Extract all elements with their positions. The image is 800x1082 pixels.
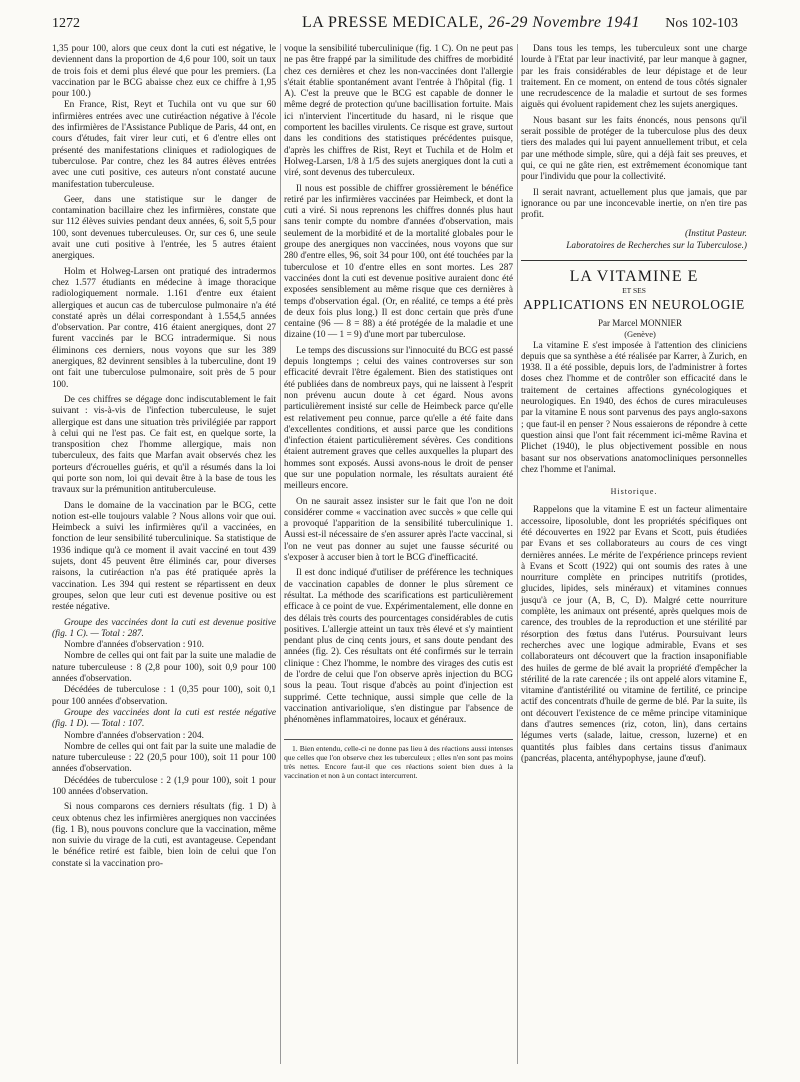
paragraph: On ne saurait assez insister sur le fait que l'on ne doit considérer comme « vaccination avec succès » que celle qui a provoqué l'apparition de la sensibilité tuberculinique 1. Aussi est-il nécessaire de s'en assurer après l'acte vaccinal, si l'on ne veut pas donner au sujet une fausse sécurité ou s'exposer à accuser bien à tort le BCG d'inefficacité. xyxy=(284,496,513,564)
column-divider xyxy=(280,44,281,1064)
issue-number: Nos 102-103 xyxy=(665,16,738,31)
author-affiliation: (Genève) xyxy=(624,329,656,340)
signature-institute: (Institut Pasteur. xyxy=(685,229,747,240)
paragraph: Dans le domaine de la vaccination par le BCG, cette notion est-elle toujours valable ? Nous allons voir que oui. Heimbeck a suivi les infirmières qu'il a vaccinées, en fonction de leur sensibilité tuberculinique. Sa statistique de 1936 indique qu'à ce moment il avait vacciné en tout 439 sujets, dont 45 peuvent être éliminés car, pour diverses raisons, la cutiréaction n'a pas été pratiquée après la vaccination. Les 394 qui restent se répartissent en deux groupes, selon que leur cuti est devenue positive ou est restée négative. xyxy=(52,500,276,613)
footnote-text: 1. Bien entendu, celle-ci ne donne pas lieu à des réactions aussi intenses que celles que l'on observe chez les tuberculeux ; elles n'en sont pas moins très nettes. Encore faut-il que ces réactions soient bien dues à la vaccination et non à un contact intercurrent. xyxy=(284,743,513,780)
paragraph: Dans tous les temps, les tuberculeux sont une charge lourde à l'Etat par leur inactivité, par leur manque à gagner, par les frais considérables de leur dépistage et de leur traitement. En ce moment, on entend de tous côtés signaler une recrudescence de la maladie et surtout de ses formes aiguës qui évoluent rapidement chez les sujets anergiques. xyxy=(521,44,747,111)
stat-line: Nombre de celles qui ont fait par la suite une maladie de nature tuberculeuse : 8 (2,8 pour 100), soit 0,9 pour 100 années d'observation. xyxy=(52,651,276,685)
article-separator xyxy=(521,260,747,261)
paragraph: Il serait navrant, actuellement plus que jamais, que par ignorance ou par une inconcevable inertie, on n'en tire pas profit. xyxy=(521,187,747,221)
paragraph: Il est donc indiqué d'utiliser de préférence les techniques de vaccination capables de donner le plus sûrement ce résultat. La méthode des scarifications est particulièrement efficace à ce point de vue. Expérimentalement, elle donne en des délais très courts des pourcentages considérables de cutis positives. L'allergie atteint un taux très élevé et s'y maintient pendant plus de cinq cents jours, et sans doute pendant des années (fig. 2). Ces résultats ont été confirmés sur le terrain clinique : Chez l'homme, le nombre des virages des cutis est de l'ordre de celui que l'on observe après injection du BCG sous la peau. Tout risque d'abcès au point d'injection est supprimé. Cette technique, aussi simple que celle de la vaccination antivariolique, s'en distingue par l'absence de phénomènes inflammatoires, locaux et généraux. xyxy=(284,568,513,726)
paragraph: De ces chiffres se dégage donc indiscutablement le fait suivant : vis-à-vis de l'infection tuberculeuse, le sujet allergique est dans une situation très privilégiée par rapport à celui qui ne l'est pas. Ce fait est, en quelque sorte, la transposition chez l'homme allergique, mais non tuberculeux, des faits que Marfan avait observés chez les porteurs d'écrouelles guéris, et qu'il a résumés dans la loi qui porte son nom, loi qui devait être à la base de tous les travaux sur la prémunition antituberculeuse. xyxy=(52,394,276,496)
group-heading: Groupe des vaccinées dont la cuti est restée négative (fig. 1 D). — Total : 107. xyxy=(52,707,276,730)
paragraph: Rappelons que la vitamine E est un facteur alimentaire accessoire, liposoluble, dont les propriétés spécifiques ont été découvertes en 1922 par Evans et Scott, puis étudiées par Evans et ses collaborateurs au cours de ces vingt dernières années. Le mérite de l'expérience princeps revient à Evans et Scott (1922) qui ont soumis des rates à une nourriture complète en principes nutritifs (protides, glucides, lipides, sels minéraux) et vitamines connues jusqu'à ce jour (A, B, C, D). Malgré cette nourriture complète, les animaux ont présenté, après quelques mois de carence, des troubles de la reproduction et une stérilité par résorption des fœtus dans l'utérus. Poursuivant leurs recherches avec une logique admirable, Evans et ses collaborateurs ont découvert que la fraction insaponifiable des huiles de germe de blé avait la propriété d'empêcher la stérilité de la rate carencée ; ils ont appelé alors vitamine E, vitamine d'antistérilité ou vitamine de fertilité, ce principe actif des concentrats d'huile de germe de blé. Par la suite, ils ont découvert l'existence de ce même principe vitaminique dans d'autres semences (riz, coton, lin), dans certains légumes verts (salade, laitue, cresson, luzerne) et en quantités plus faibles dans certains tissus d'animaux (pancréas, placenta, antéhypophyse, jaune d'œuf). xyxy=(521,505,747,764)
page-number: 1272 xyxy=(52,16,80,31)
footnote xyxy=(284,739,513,780)
page-header xyxy=(52,14,738,36)
group-heading: Groupe des vaccinées dont la cuti est devenue positive (fig. 1 C). — Total : 287. xyxy=(52,617,276,639)
column-divider xyxy=(517,44,518,1064)
stat-line: Nombre d'années d'observation : 204. xyxy=(64,730,204,741)
signature-laboratory: Laboratoires de Recherches sur la Tuberculose.) xyxy=(566,240,747,251)
stat-line: Nombre d'années d'observation : 910. xyxy=(64,640,204,651)
stat-line: Décédées de tuberculose : 2 (1,9 pour 100), soit 1 pour 100 années d'observation. xyxy=(52,775,276,797)
article-title-connector: ET SES xyxy=(622,286,646,296)
paragraph: Le temps des discussions sur l'innocuité du BCG est passé depuis longtemps ; celui des vaines controverses sur son efficacité devrait l'être également. Bien des statistiques ont été publiées dans de nombreux pays, qui ne laissent à l'esprit non prévenu aucun doute à cet égard. Nous avons particulièrement insisté sur celle de Heimbeck parce qu'elle est relativement peu connue, parce qu'elle a été faite dans d'excellentes conditions, et aussi parce que les conditions d'infection étaient particulièrement sévères. Ces conditions étaient autrement graves que celles auxquelles la plupart des hommes sont exposés. Aussi avons-nous le droit de penser que sur une population normale, les résultats auraient été meilleurs encore. xyxy=(284,345,513,492)
column-3 xyxy=(521,44,747,765)
paragraph: Si nous comparons ces derniers résultats (fig. 1 D) à ceux obtenus chez les infirmières anergiques non vaccinées (fig. 1 B), nous pouvons conclure que la vaccination, même non suivie du virage de la cuti, est avantageuse. Cependant le bénéfice retiré est faible, bien loin de celui que l'on constate si la vaccination pro- xyxy=(52,802,276,869)
article-subtitle: APPLICATIONS EN NEUROLOGIE xyxy=(523,296,745,312)
paragraph: Holm et Holweg-Larsen ont pratiqué des intradermos chez 1.577 étudiants en médecine à image thoracique radiologiquement normale. 1.161 d'entre eux étaient allergiques et aucun cas de tuberculose pulmonaire n'a été constaté après un délai correspondant à 1.554,5 années d'observation. Par contre, 416 étaient anergiques, dont 27 furent vaccinés par le BCG intradermique. Si nous éliminons ces derniers, nous voyons que sur les 389 anergiques, 82 devinrent sensibles à la tuberculine, dont 19 ont fait une tuberculose pulmonaire, soit près de 5 pour 100. xyxy=(52,266,276,390)
paragraph: Nous basant sur les faits énoncés, nous pensons qu'il serait possible de protéger de la tuberculose plus des deux tiers des malades qui lui payent annuellement tribut, et cela par une méthode simple, sûre, qui a déjà fait ses preuves, et qui, ce qui ne gâte rien, est extrêmement économique tant pour l'individu que pour la collectivité. xyxy=(521,115,747,183)
article-title: LA VITAMINE E xyxy=(569,268,699,286)
paragraph: voque la sensibilité tuberculinique (fig. 1 C). On ne peut pas ne pas être frappé par la similitude des chiffres de morbidité chez ces dernières et chez les non-vaccinées dont l'allergie s'était établie spontanément avant l'entrée à l'hôpital (fig. 1 A). C'est la preuve que le BCG est capable de donner le même degré de protection qu'une bacillisation fortuite. Mais ici n'intervient l'incertitude du hasard, ni le risque que comportent les bacilles virulents. Ce risque est grave, surtout dans les conditions des statistiques précédentes puisque, d'après les chiffres de Rist, Reyt et Tuchila et de Holm et Holweg-Larsen, 1/8 à 1/5 des sujets anergiques dont la cuti a viré, sont devenus des tuberculeux. xyxy=(284,44,513,179)
paragraph: La vitamine E s'est imposée à l'attention des cliniciens depuis que sa synthèse a été réalisée par Karrer, à Zurich, en 1938. Il a été possible, depuis lors, de l'administrer à fortes doses chez l'homme et de contrôler son efficacité dans le traitement de certaines affections gynécologiques et neurologiques. En 1940, des échos de cures miraculeuses par la vitamine E nous sont parvenus des pays anglo-saxons ; que faut-il en penser ? Nous essaierons de répondre à cette question ainsi que l'ont fait récemment ici-même Ravina et Plichet (1940), le plus objectivement possible en nous basant sur nos observations anatomocliniques personnelles chez l'homme et l'animal. xyxy=(521,340,747,475)
paragraph: Geer, dans une statistique sur le danger de contamination bacillaire chez les infirmières, constate que sur 112 élèves suivies pendant deux années, 6, soit 5,5 pour 100, sont devenues tuberculeuses. Or, sur ces 6, une seule avait une cuti positive à l'entrée, les 5 autres étaient anergiques. xyxy=(52,194,276,262)
journal-title: LA PRESSE MEDICALE, xyxy=(302,14,484,31)
column-1 xyxy=(52,44,276,870)
issue-date: 26-29 Novembre 1941 xyxy=(488,14,641,31)
stat-line: Nombre de celles qui ont fait par la suite une maladie de nature tuberculeuse : 22 (20,5 pour 100), soit 11 pour 100 années d'observation. xyxy=(52,741,276,775)
running-title xyxy=(302,14,640,32)
article-author: Par Marcel MONNIER xyxy=(598,317,682,328)
column-2 xyxy=(284,44,513,780)
stat-line: Décédées de tuberculose : 1 (0,35 pour 100), soit 0,1 pour 100 années d'observation. xyxy=(52,685,276,707)
paragraph: En France, Rist, Reyt et Tuchila ont vu que sur 60 infirmières entrées avec une cutiréaction négative à l'école des infirmières de l'Assistance Publique de Paris, 44 ont, en cours d'études, fait virer leur cuti, et 6 d'entre elles ont présenté des manifestations cliniques et radiologiques de tuberculose. Par contre, chez les 84 autres élèves entrées avec une cuti positive, ces auteurs n'ont constaté aucune manifestation tuberculeuse. xyxy=(52,100,276,190)
section-heading: Historique. xyxy=(610,487,658,497)
paragraph: Il nous est possible de chiffrer grossièrement le bénéfice retiré par les infirmières vaccinées par Heimbeck, et dont la cuti a viré. Si nous reprenons les chiffres donnés plus haut sans tenir compte du nombre d'années d'observation, mais seulement de la morbidité et de la mortalité globales pour le groupe des anergiques non vaccinées, nous voyons que sur 280 d'entre elles, 96, soit 34 pour 100, ont été touchées par la tuberculose et 10 d'entre elles en sont mortes. Les 287 vaccinées dont la cuti est devenue positive auraient donc été exposées sensiblement au même risque que ces dernières à temps d'observation égal. (Or, en réalité, ce temps a été près de deux fois plus long.) Il est donc certain que près d'une centaine (96 — 8 = 88) a été protégée de la maladie et une dizaine (10 — 1 = 9) d'une mort par tuberculose. xyxy=(284,183,513,341)
paragraph: 1,35 pour 100, alors que ceux dont la cuti est négative, le deviennent dans la proportion de 4,6 pour 100, soit un taux de trois fois et demi plus élevé que pour les premiers. (La vaccination par le BCG abaisse chez eux ce chiffre à 1,95 pour 100.) xyxy=(52,44,276,100)
